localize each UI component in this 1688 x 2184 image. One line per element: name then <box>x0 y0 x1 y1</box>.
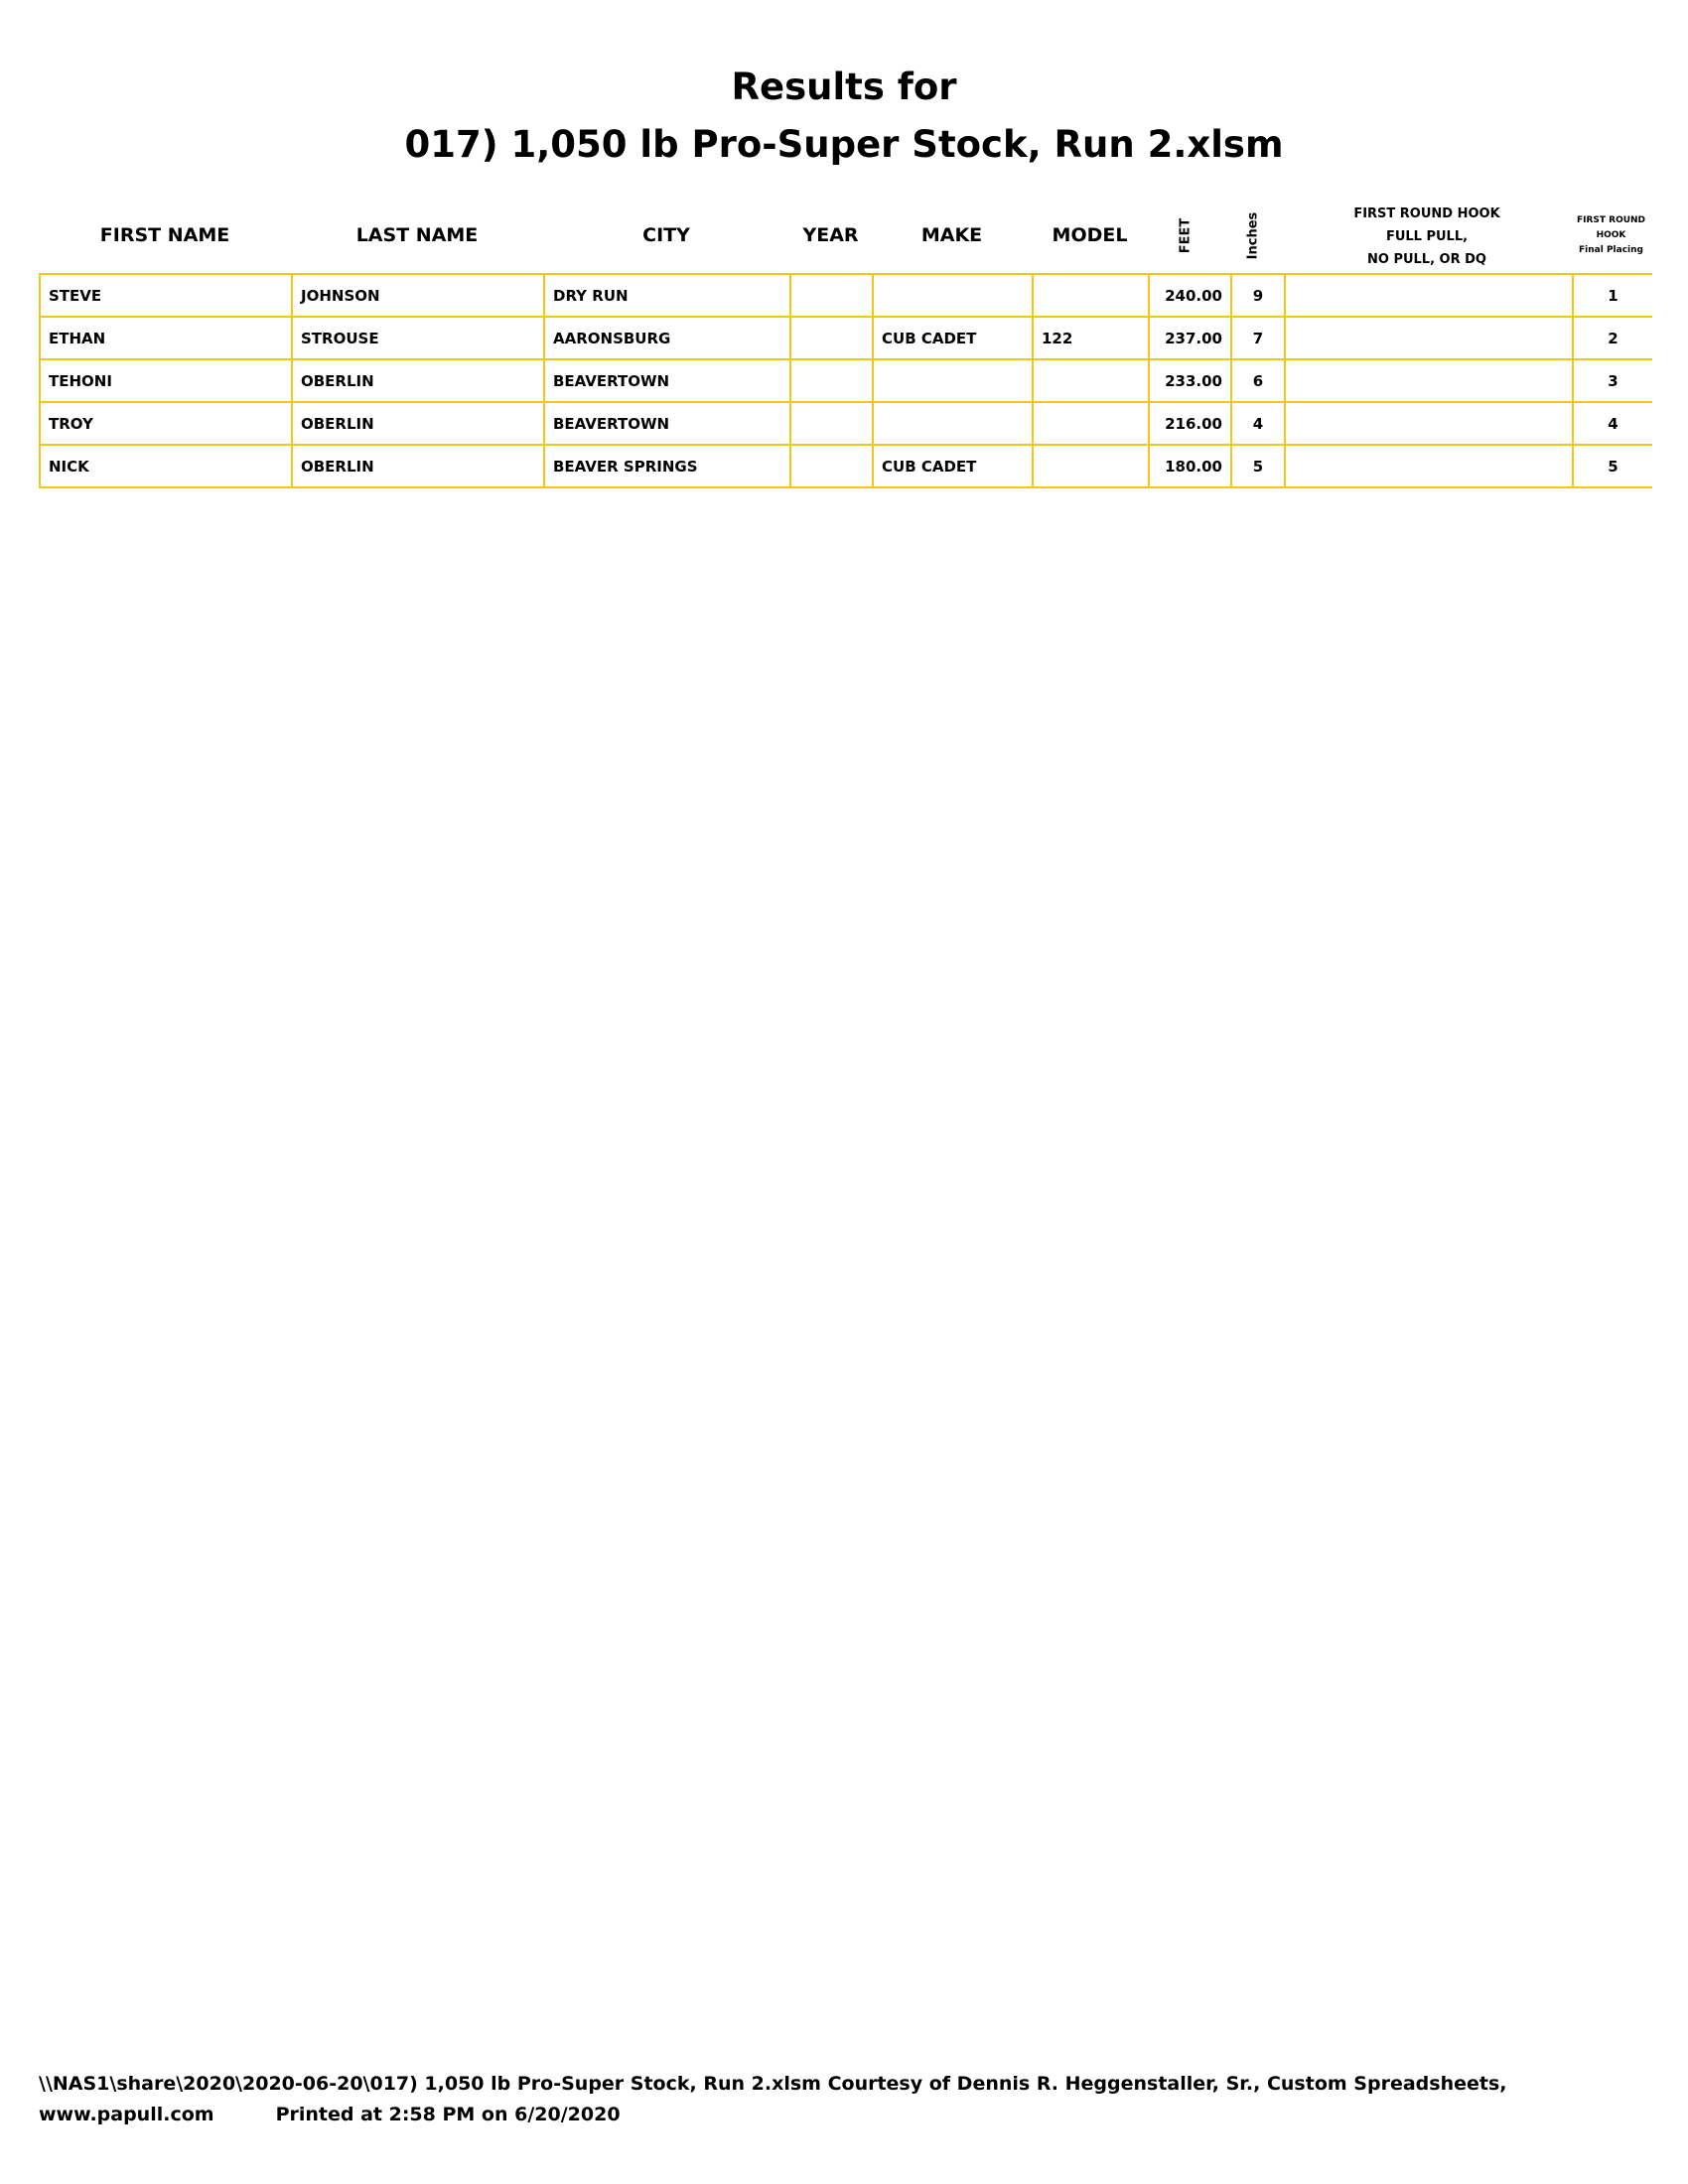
header-placing <box>1571 213 1651 258</box>
cell-hook <box>1285 317 1573 359</box>
header-hook-line3: NO PULL, OR DQ <box>1366 252 1486 267</box>
cell-first-name: ETHAN <box>40 317 292 359</box>
cell-placing: 2 <box>1573 317 1652 359</box>
cell-placing: 4 <box>1573 402 1652 445</box>
cell-year <box>790 317 873 359</box>
cell-inches: 6 <box>1231 359 1285 402</box>
results-table <box>39 273 1652 488</box>
cell-first-name: STEVE <box>40 274 292 317</box>
cell-inches: 4 <box>1231 402 1285 445</box>
footer-website: www.papull.com <box>39 2104 214 2125</box>
cell-model <box>1033 402 1149 445</box>
cell-inches: 9 <box>1231 274 1285 317</box>
header-hook-line1: FIRST ROUND HOOK <box>1353 206 1500 221</box>
header-placing-line3: Final Placing <box>1579 245 1643 255</box>
cell-first-name: TEHONI <box>40 359 292 402</box>
cell-make <box>873 274 1033 317</box>
cell-make <box>873 359 1033 402</box>
cell-make: CUB CADET <box>873 317 1033 359</box>
cell-last-name: OBERLIN <box>292 359 544 402</box>
footer-line2 <box>39 2104 621 2125</box>
table-row <box>40 402 1652 445</box>
cell-year <box>790 402 873 445</box>
report-filename-title: 017) 1,050 lb Pro-Super Stock, Run 2.xlsm <box>404 123 1284 166</box>
cell-hook <box>1285 445 1573 487</box>
header-hook <box>1283 203 1571 271</box>
header-placing-line2: HOOK <box>1596 230 1626 240</box>
cell-city: BEAVERTOWN <box>544 359 790 402</box>
cell-last-name: JOHNSON <box>292 274 544 317</box>
header-year: YEAR <box>802 224 859 246</box>
cell-hook <box>1285 359 1573 402</box>
header-model: MODEL <box>1052 224 1128 246</box>
cell-feet: 233.00 <box>1149 359 1231 402</box>
cell-placing: 5 <box>1573 445 1652 487</box>
cell-model <box>1033 359 1149 402</box>
cell-hook <box>1285 402 1573 445</box>
report-title: Results for <box>731 66 957 108</box>
cell-city: AARONSBURG <box>544 317 790 359</box>
cell-last-name: STROUSE <box>292 317 544 359</box>
header-hook-line2: FULL PULL, <box>1385 229 1469 244</box>
cell-model <box>1033 274 1149 317</box>
cell-year <box>790 359 873 402</box>
header-placing-line1: FIRST ROUND <box>1576 215 1646 225</box>
table-row <box>40 359 1652 402</box>
header-feet: FEET <box>1178 217 1194 254</box>
cell-year <box>790 445 873 487</box>
cell-city: BEAVERTOWN <box>544 402 790 445</box>
header-inches: Inches <box>1245 211 1261 260</box>
header-last-name: LAST NAME <box>355 224 479 246</box>
header-first-name: FIRST NAME <box>99 224 230 246</box>
header-city: CITY <box>642 224 690 246</box>
cell-feet: 216.00 <box>1149 402 1231 445</box>
cell-last-name: OBERLIN <box>292 402 544 445</box>
cell-first-name: NICK <box>40 445 292 487</box>
table-row <box>40 274 1652 317</box>
cell-make <box>873 402 1033 445</box>
table-row <box>40 445 1652 487</box>
cell-feet: 180.00 <box>1149 445 1231 487</box>
cell-placing: 1 <box>1573 274 1652 317</box>
footer-file-path: \\NAS1\share\2020\2020-06-20\017) 1,050 lb Pro-Super Stock, Run 2.xlsm Courtesy of Dennis R. Heggenstaller, Sr., Custom Spreadsheets, <box>39 2073 1507 2095</box>
cell-placing: 3 <box>1573 359 1652 402</box>
cell-hook <box>1285 274 1573 317</box>
cell-model: 122 <box>1033 317 1149 359</box>
cell-inches: 7 <box>1231 317 1285 359</box>
cell-city: DRY RUN <box>544 274 790 317</box>
cell-feet: 240.00 <box>1149 274 1231 317</box>
cell-first-name: TROY <box>40 402 292 445</box>
table-row <box>40 317 1652 359</box>
cell-city: BEAVER SPRINGS <box>544 445 790 487</box>
cell-inches: 5 <box>1231 445 1285 487</box>
cell-last-name: OBERLIN <box>292 445 544 487</box>
footer-printed-timestamp: Printed at 2:58 PM on 6/20/2020 <box>275 2104 621 2125</box>
cell-make: CUB CADET <box>873 445 1033 487</box>
cell-feet: 237.00 <box>1149 317 1231 359</box>
header-make: MAKE <box>920 224 983 246</box>
cell-model <box>1033 445 1149 487</box>
cell-year <box>790 274 873 317</box>
